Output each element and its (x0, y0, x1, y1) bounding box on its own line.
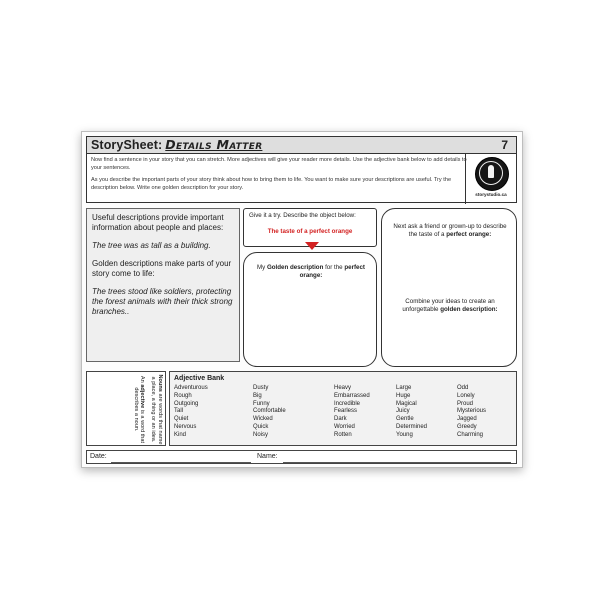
adjective-word: Dusty (253, 385, 269, 391)
adjective-word: Embarrassed (334, 392, 370, 399)
date-line[interactable] (111, 462, 251, 463)
story-studio-logo-icon (475, 157, 509, 191)
descriptions-panel (86, 208, 240, 362)
adjective-word: Odd (457, 385, 469, 391)
adjective-word: Outgoing (174, 400, 199, 407)
name-label: Name: (257, 453, 278, 460)
adjective-text: is a word that describes a noun. (132, 387, 146, 444)
adjective-word: Big (253, 392, 262, 399)
adjective-word: Noisy (253, 431, 269, 438)
subject-text: The taste of a perfect orange (267, 228, 353, 235)
golden-description-label (254, 264, 368, 280)
adjective-word: Worried (334, 423, 355, 430)
title-main: StorySheet: (91, 138, 163, 152)
adjective-word: Heavy (334, 385, 352, 391)
combine-prompt-text: Combine your ideas to create an unforgettable (402, 298, 495, 313)
page-title (91, 137, 262, 153)
adjective-word: Kind (174, 431, 187, 438)
adjective-word: Incredible (334, 400, 361, 407)
adjective-word: Quick (253, 423, 269, 430)
down-arrow-icon (305, 242, 319, 250)
golden-prefix: My (257, 264, 267, 271)
adjective-word: Rotten (334, 431, 352, 438)
adjective-columns (174, 385, 514, 445)
golden-description-box[interactable] (243, 252, 377, 367)
adjective-word: Determined (396, 423, 428, 430)
noun-term: Nouns (157, 374, 163, 392)
adjective-word: Dark (334, 416, 347, 423)
adjective-word: Huge (396, 392, 411, 399)
adjective-term: adjective (139, 384, 146, 409)
adjective-word: Young (396, 431, 413, 438)
adjective-word: Proud (457, 400, 474, 407)
story-sheet (81, 131, 523, 468)
adjective-column (396, 385, 427, 440)
header-box (86, 136, 517, 203)
title-subtitle: Details Matter (165, 137, 263, 152)
golden-descriptions-text: Golden descriptions make parts of your story come to life: (92, 259, 232, 278)
useful-descriptions-text: Useful descriptions provide important information about people and places: (92, 213, 224, 232)
adjective-word: Wicked (253, 416, 273, 423)
adjective-word: Comfortable (253, 408, 286, 415)
friend-prompt-text: Next ask a friend or grown-up to describe the taste of a (393, 223, 507, 238)
definitions-box (86, 371, 166, 446)
intro-paragraph-2: As you describe the important parts of your story think about how to bring them to life. You want to make sure your descriptions are useful. Try the description below. Write one golden description for your story. (91, 176, 452, 192)
adjective-word: Magical (396, 400, 417, 407)
page-number: 7 (501, 138, 508, 152)
adjective-word: Fearless (334, 408, 358, 415)
footer-box (86, 450, 517, 464)
golden-example: The trees stood like soldiers, protecting the forest animals with their thick strong branches.. (92, 287, 233, 316)
golden-bold: Golden description (266, 264, 324, 271)
friend-description-box[interactable] (381, 208, 517, 367)
intro-text (91, 156, 469, 196)
logo-text: storystudio.ca (475, 192, 507, 197)
adjective-word: Lonely (457, 392, 475, 399)
golden-bold-2: perfect orange: (299, 264, 365, 279)
friend-prompt-bold: perfect orange: (446, 231, 492, 238)
name-line[interactable] (283, 462, 511, 463)
noun-definition (149, 374, 163, 445)
adjective-column (334, 385, 370, 440)
adjective-word: Funny (253, 400, 270, 407)
adjective-word: Nervous (174, 423, 197, 430)
adjective-column (174, 385, 208, 440)
friend-prompt (392, 223, 508, 239)
combine-prompt-bold: golden description: (440, 306, 498, 313)
golden-mid: for the (323, 264, 345, 271)
adjective-word: Juicy (396, 408, 410, 415)
title-bar (87, 137, 516, 154)
adjective-word: Tall (174, 408, 184, 415)
adjective-word: Adventurous (174, 385, 208, 391)
date-label: Date: (90, 453, 107, 460)
prompt-box (243, 208, 377, 247)
prompt-text: Give it a try. Describe the object below: (249, 212, 356, 219)
pen-nib-icon (488, 165, 494, 178)
adjective-column (457, 385, 486, 440)
adjective-word: Charming (457, 431, 484, 438)
adjective-word: Large (396, 385, 412, 391)
adjective-word: Quiet (174, 416, 189, 423)
adjective-column (253, 385, 286, 440)
adjective-word: Gentle (396, 416, 414, 423)
logo-area (465, 153, 516, 204)
adjective-word: Rough (174, 392, 192, 399)
combine-prompt (392, 298, 508, 314)
adjective-bank (169, 371, 517, 446)
intro-paragraph-1: Now find a sentence in your story that you can stretch. More adjectives will give your reader more details. Use the adjective bank below to add details to your sentences. (91, 157, 467, 172)
adjective-word: Jagged (457, 416, 477, 423)
adjective-word: Mysterious (457, 408, 487, 415)
noun-text: are words that name a place, a thing or an idea. (150, 376, 163, 445)
adj-pre: An (139, 375, 146, 385)
useful-example: The tree was as tall as a building. (92, 241, 211, 250)
adjective-bank-heading: Adjective Bank (174, 375, 225, 382)
adjective-word: Greedy (457, 423, 477, 430)
adjective-definition (132, 374, 146, 445)
